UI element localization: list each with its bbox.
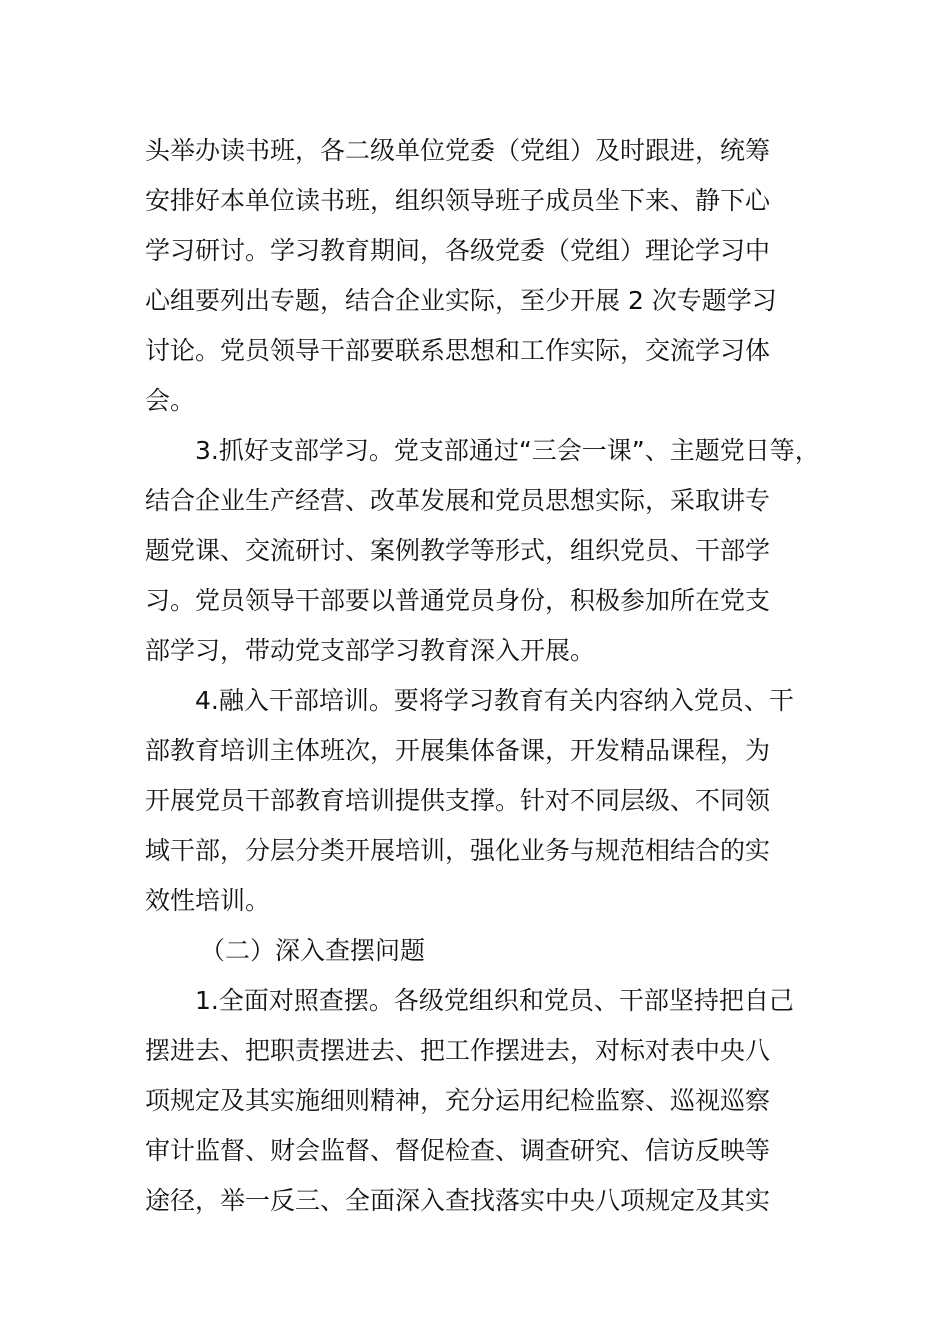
text-line: 讨论。党员领导干部要联系思想和工作实际，交流学习体 [145, 336, 771, 365]
paragraph-start-line: 1.全面对照查摆。各级党组织和党员、干部坚持把自己 [195, 986, 794, 1015]
text-line: 习。党员领导干部要以普通党员身份，积极参加所在党支 [145, 586, 771, 615]
text-line: 摆进去、把职责摆进去、把工作摆进去，对标对表中央八 [145, 1036, 771, 1065]
text-line: 头举办读书班，各二级单位党委（党组）及时跟进，统筹 [145, 136, 771, 165]
text-line: 学习研讨。学习教育期间，各级党委（党组）理论学习中 [145, 236, 771, 265]
text-line: 会。 [145, 386, 196, 415]
section-heading: （二）深入查摆问题 [200, 936, 426, 965]
text-line: 部学习，带动党支部学习教育深入开展。 [145, 636, 596, 665]
paragraph-start-line: 4.融入干部培训。要将学习教育有关内容纳入党员、干 [195, 686, 794, 715]
text-line: 结合企业生产经营、改革发展和党员思想实际，采取讲专 [145, 486, 771, 515]
text-line: 途径，举一反三、全面深入查找落实中央八项规定及其实 [145, 1186, 771, 1215]
text-line: 心组要列出专题，结合企业实际，至少开展 2 次专题学习 [145, 286, 777, 315]
text-line: 开展党员干部教育培训提供支撑。针对不同层级、不同领 [145, 786, 771, 815]
text-line: 效性培训。 [145, 886, 271, 915]
text-line: 审计监督、财会监督、督促检查、调查研究、信访反映等 [145, 1136, 771, 1165]
text-line: 项规定及其实施细则精神，充分运用纪检监察、巡视巡察 [145, 1086, 771, 1115]
text-line: 部教育培训主体班次，开展集体备课，开发精品课程，为 [145, 736, 771, 765]
text-line: 安排好本单位读书班，组织领导班子成员坐下来、静下心 [145, 186, 771, 215]
paragraph-start-line: 3.抓好支部学习。党支部通过“三会一课”、主题党日等， [195, 436, 820, 465]
text-line: 题党课、交流研讨、案例教学等形式，组织党员、干部学 [145, 536, 771, 565]
text-line: 域干部，分层分类开展培训，强化业务与规范相结合的实 [145, 836, 771, 865]
